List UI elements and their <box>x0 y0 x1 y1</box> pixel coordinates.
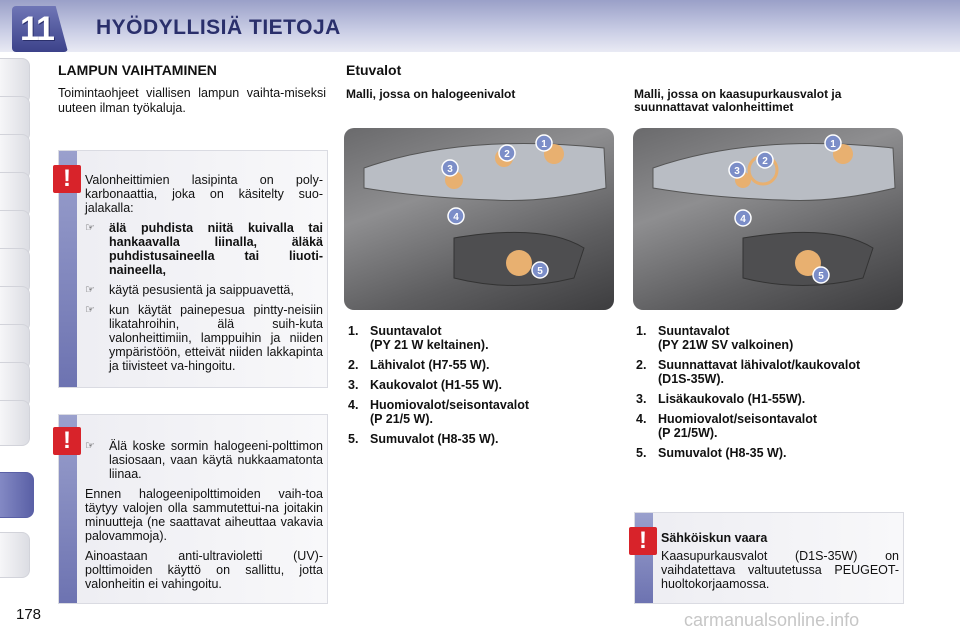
callout-3: 3 <box>447 164 453 175</box>
warning-body: Kaasupurkausvalot (D1S-35W) on vaihdatettava valtuutetussa PEUGEOT-huoltokorjaamossa. <box>661 549 899 591</box>
headlamp-lens <box>364 144 606 201</box>
warning-title: Sähköiskun vaara <box>661 531 768 545</box>
pointing-hand-icon: ☞ <box>85 304 95 316</box>
list-item: 2. Suunnattavat lähivalot/kaukovalot (D1S-35W). <box>636 358 861 386</box>
paragraph: Ainoastaan anti-ultravioletti (UV)-polttimoiden käyttö on sallittu, jotta valonheitin ei vahingoitu. <box>85 549 323 591</box>
warning-icon: ! <box>53 427 81 455</box>
callout-4: 4 <box>740 214 746 225</box>
headlamp-photo-xenon <box>633 128 903 310</box>
paragraph: Ennen halogeenipolttimoiden vaih-toa täytyy valojen olla sammutettui-na joitakin minuutteja (ne saattavat aiheuttaa vakavia palovammoja). <box>85 487 323 543</box>
bullet-text: älä puhdista niitä kuivalla tai hankaavalla liinalla, äläkä puhdistusaineella tai liuoti-naineella, <box>109 221 323 277</box>
headlamp-illustration <box>633 128 903 310</box>
list-item: 1. Suuntavalot (PY 21W SV valkoinen) <box>636 324 794 352</box>
bullet-item <box>85 221 323 277</box>
column-heading: Etuvalot <box>346 62 402 78</box>
headlamp-lens <box>653 144 895 201</box>
bullet-text: käytä pesusientä ja saippuavettä, <box>109 283 294 297</box>
side-tab[interactable] <box>0 400 30 446</box>
parts-list-xenon <box>636 324 926 466</box>
list-item: 5. Sumuvalot (H8-35 W). <box>348 432 499 446</box>
list-item: 1. Suuntavalot (PY 21 W keltainen). <box>348 324 489 352</box>
page-title: HYÖDYLLISIÄ TIETOJA <box>96 16 341 39</box>
warning-icon: ! <box>53 165 81 193</box>
section-heading: LAMPUN VAIHTAMINEN <box>58 62 217 78</box>
callout-2: 2 <box>504 149 510 160</box>
callout-5: 5 <box>537 266 543 277</box>
bullet-text: Älä koske sormin halogeeni-polttimon lasiosaan, vaan käytä nukkaamatonta liinaa. <box>109 439 323 481</box>
headlamp-photo-halogen <box>344 128 614 310</box>
chapter-side-tabs <box>0 58 34 578</box>
list-item: 5. Sumuvalot (H8-35 W). <box>636 446 787 460</box>
list-item: 3. Lisäkaukovalo (H1-55W). <box>636 392 806 406</box>
parts-list-halogen <box>348 324 608 452</box>
warning-box-electric-shock <box>634 512 904 604</box>
bullet-item <box>85 303 323 373</box>
warning-text <box>85 173 323 379</box>
list-item: 3. Kaukovalot (H1-55 W). <box>348 378 502 392</box>
callout-2: 2 <box>762 156 768 167</box>
warning-text <box>85 439 323 597</box>
bullet-text: kun käytät painepesua pintty-neisiin likatahroihin, älä suih-kuta valonheittimiin, lamppuihin ja niiden ympäristöön, etteivät niiden lakkapinta ja tiivisteet va-hingoitu. <box>109 303 323 373</box>
side-tab[interactable] <box>0 532 30 578</box>
model-title: Malli, jossa on halogeenivalot <box>346 87 516 101</box>
callout-3: 3 <box>734 166 740 177</box>
side-tab-active[interactable] <box>0 472 34 518</box>
model-title: Malli, jossa on kaasupurkausvalot ja suunnattavat valonheittimet <box>634 87 842 114</box>
warning-intro: Valonheittimien lasipinta on poly-karbonaattia, joka on käsitelty suo-jalakalla: <box>85 173 323 215</box>
pointing-hand-icon: ☞ <box>85 284 95 296</box>
list-item: 4. Huomiovalot/seisontavalot (P 21/5W). <box>636 412 818 440</box>
list-item: 4. Huomiovalot/seisontavalot (P 21/5 W). <box>348 398 530 426</box>
pointing-hand-icon: ☞ <box>85 440 95 452</box>
headlamp-illustration <box>344 128 614 310</box>
warning-text <box>661 531 899 597</box>
bullet-item <box>85 439 323 481</box>
warning-icon: ! <box>629 527 657 555</box>
list-item: 2. Lähivalot (H7-55 W). <box>348 358 490 372</box>
watermark: carmanualsonline.info <box>684 610 860 630</box>
callout-5: 5 <box>818 271 824 282</box>
warning-box-polycarbonate <box>58 150 328 388</box>
bullet-item <box>85 283 323 297</box>
page-number: 178 <box>16 606 42 623</box>
pointing-hand-icon: ☞ <box>85 222 95 234</box>
intro-text: Toimintaohjeet viallisen lampun vaihta-miseksi uuteen ilman työkaluja. <box>58 86 326 115</box>
callout-1: 1 <box>830 139 836 150</box>
callout-4: 4 <box>453 212 459 223</box>
warning-box-halogen <box>58 414 328 604</box>
bulb-indicator <box>506 250 532 276</box>
callout-1: 1 <box>541 139 547 150</box>
chapter-number: 11 <box>20 10 54 48</box>
